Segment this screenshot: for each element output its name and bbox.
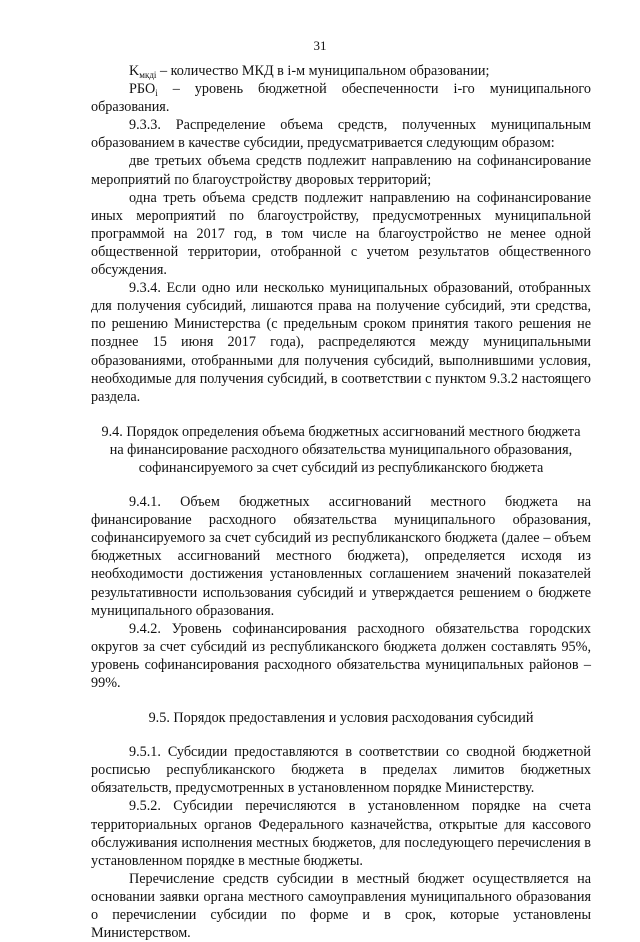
spacer xyxy=(91,727,591,743)
document-body xyxy=(91,62,591,942)
section-heading-9-4: 9.4. Порядок определения объема бюджетных ассигнований местного бюджета на финансирование расходного обязательства муниципального образования, софинансируемого за счет субсидий из республиканского бюджета xyxy=(101,423,581,476)
paragraph-9-3-3: 9.3.3. Распределение объема средств, полученных муниципальным образованием в качестве субсидии, предусматривается следующим образом: xyxy=(91,117,591,152)
paragraph-transfer: Перечисление средств субсидии в местный бюджет осуществляется на основании заявки органа местного самоуправления муниципального образования о перечислении субсидии по форме и в срок, которые установлены Министерством. xyxy=(91,870,591,942)
paragraph-two-thirds: две третьих объема средств подлежит направлению на софинансирование мероприятий по благоустройству дворовых территорий; xyxy=(91,153,591,188)
paragraph-9-5-2: 9.5.2. Субсидии перечисляются в установленном порядке на счета территориальных органов Федерального казначейства, открытые для кассового обслуживания исполнения местных бюджетов, для последующего перечисления в установленном порядке в местные бюджеты. xyxy=(91,798,591,869)
spacer xyxy=(91,406,591,423)
page-number: 31 xyxy=(313,38,327,53)
paragraph-rbo: $РБО_i$ – уровень бюджетной обеспеченности i-го муниципального образования. xyxy=(91,81,591,116)
paragraph-9-4-2: 9.4.2. Уровень софинансирования расходного обязательства городских округов за счет субсидий из республиканского бюджета должен составлять 95%, уровень софинансирования расходного обязательства муниципальных районов – 99%. xyxy=(91,620,591,691)
spacer xyxy=(91,477,591,493)
paragraph-9-4-1: 9.4.1. Объем бюджетных ассигнований местного бюджета на финансирование расходного обязательства муниципального образования, софинансируемого за счет субсидий из республиканского бюджета (далее – объем бюджетных ассигнований местного бюджета), определяется исходя из необходимости достижения установленных соглашением значений показателей результативности использования субсидий и утверждается решением о бюджете муниципального образования. xyxy=(91,494,591,619)
paragraph-k-mkd: $K_{мкдi}$ – количество МКД в i-м муниципальном образовании; xyxy=(129,63,490,80)
section-heading-9-5: 9.5. Порядок предоставления и условия расходования субсидий xyxy=(148,710,534,727)
paragraph-9-5-1: 9.5.1. Субсидии предоставляются в соответствии со сводной бюджетной росписью республиканского бюджета в пределах лимитов бюджетных обязательств, предусмотренных в установленном порядке Министерству. xyxy=(91,744,591,797)
paragraph-9-3-4: 9.3.4. Если одно или несколько муниципальных образований, отобранных для получения субсидий, лишаются права на получение субсидий, эти средства, по решению Министерства (с предельным сроком принятия такого решения не позднее 15 июня 2017 года), распределяются между муниципальными образованиями, отобранными для получения субсидий, выполнившими условия, необходимые для получения субсидий, в соответствии с пунктом 9.3.2 настоящего раздела. xyxy=(91,280,591,405)
spacer xyxy=(91,692,591,709)
paragraph-one-third: одна треть объема средств подлежит направлению на софинансирование иных мероприятий по благоустройству, предусмотренных муниципальной программой на 2017 год, в том числе на благоустройство не менее одной общественной территории, отобранной с учетом результатов общественного обсуждения. xyxy=(91,189,591,279)
